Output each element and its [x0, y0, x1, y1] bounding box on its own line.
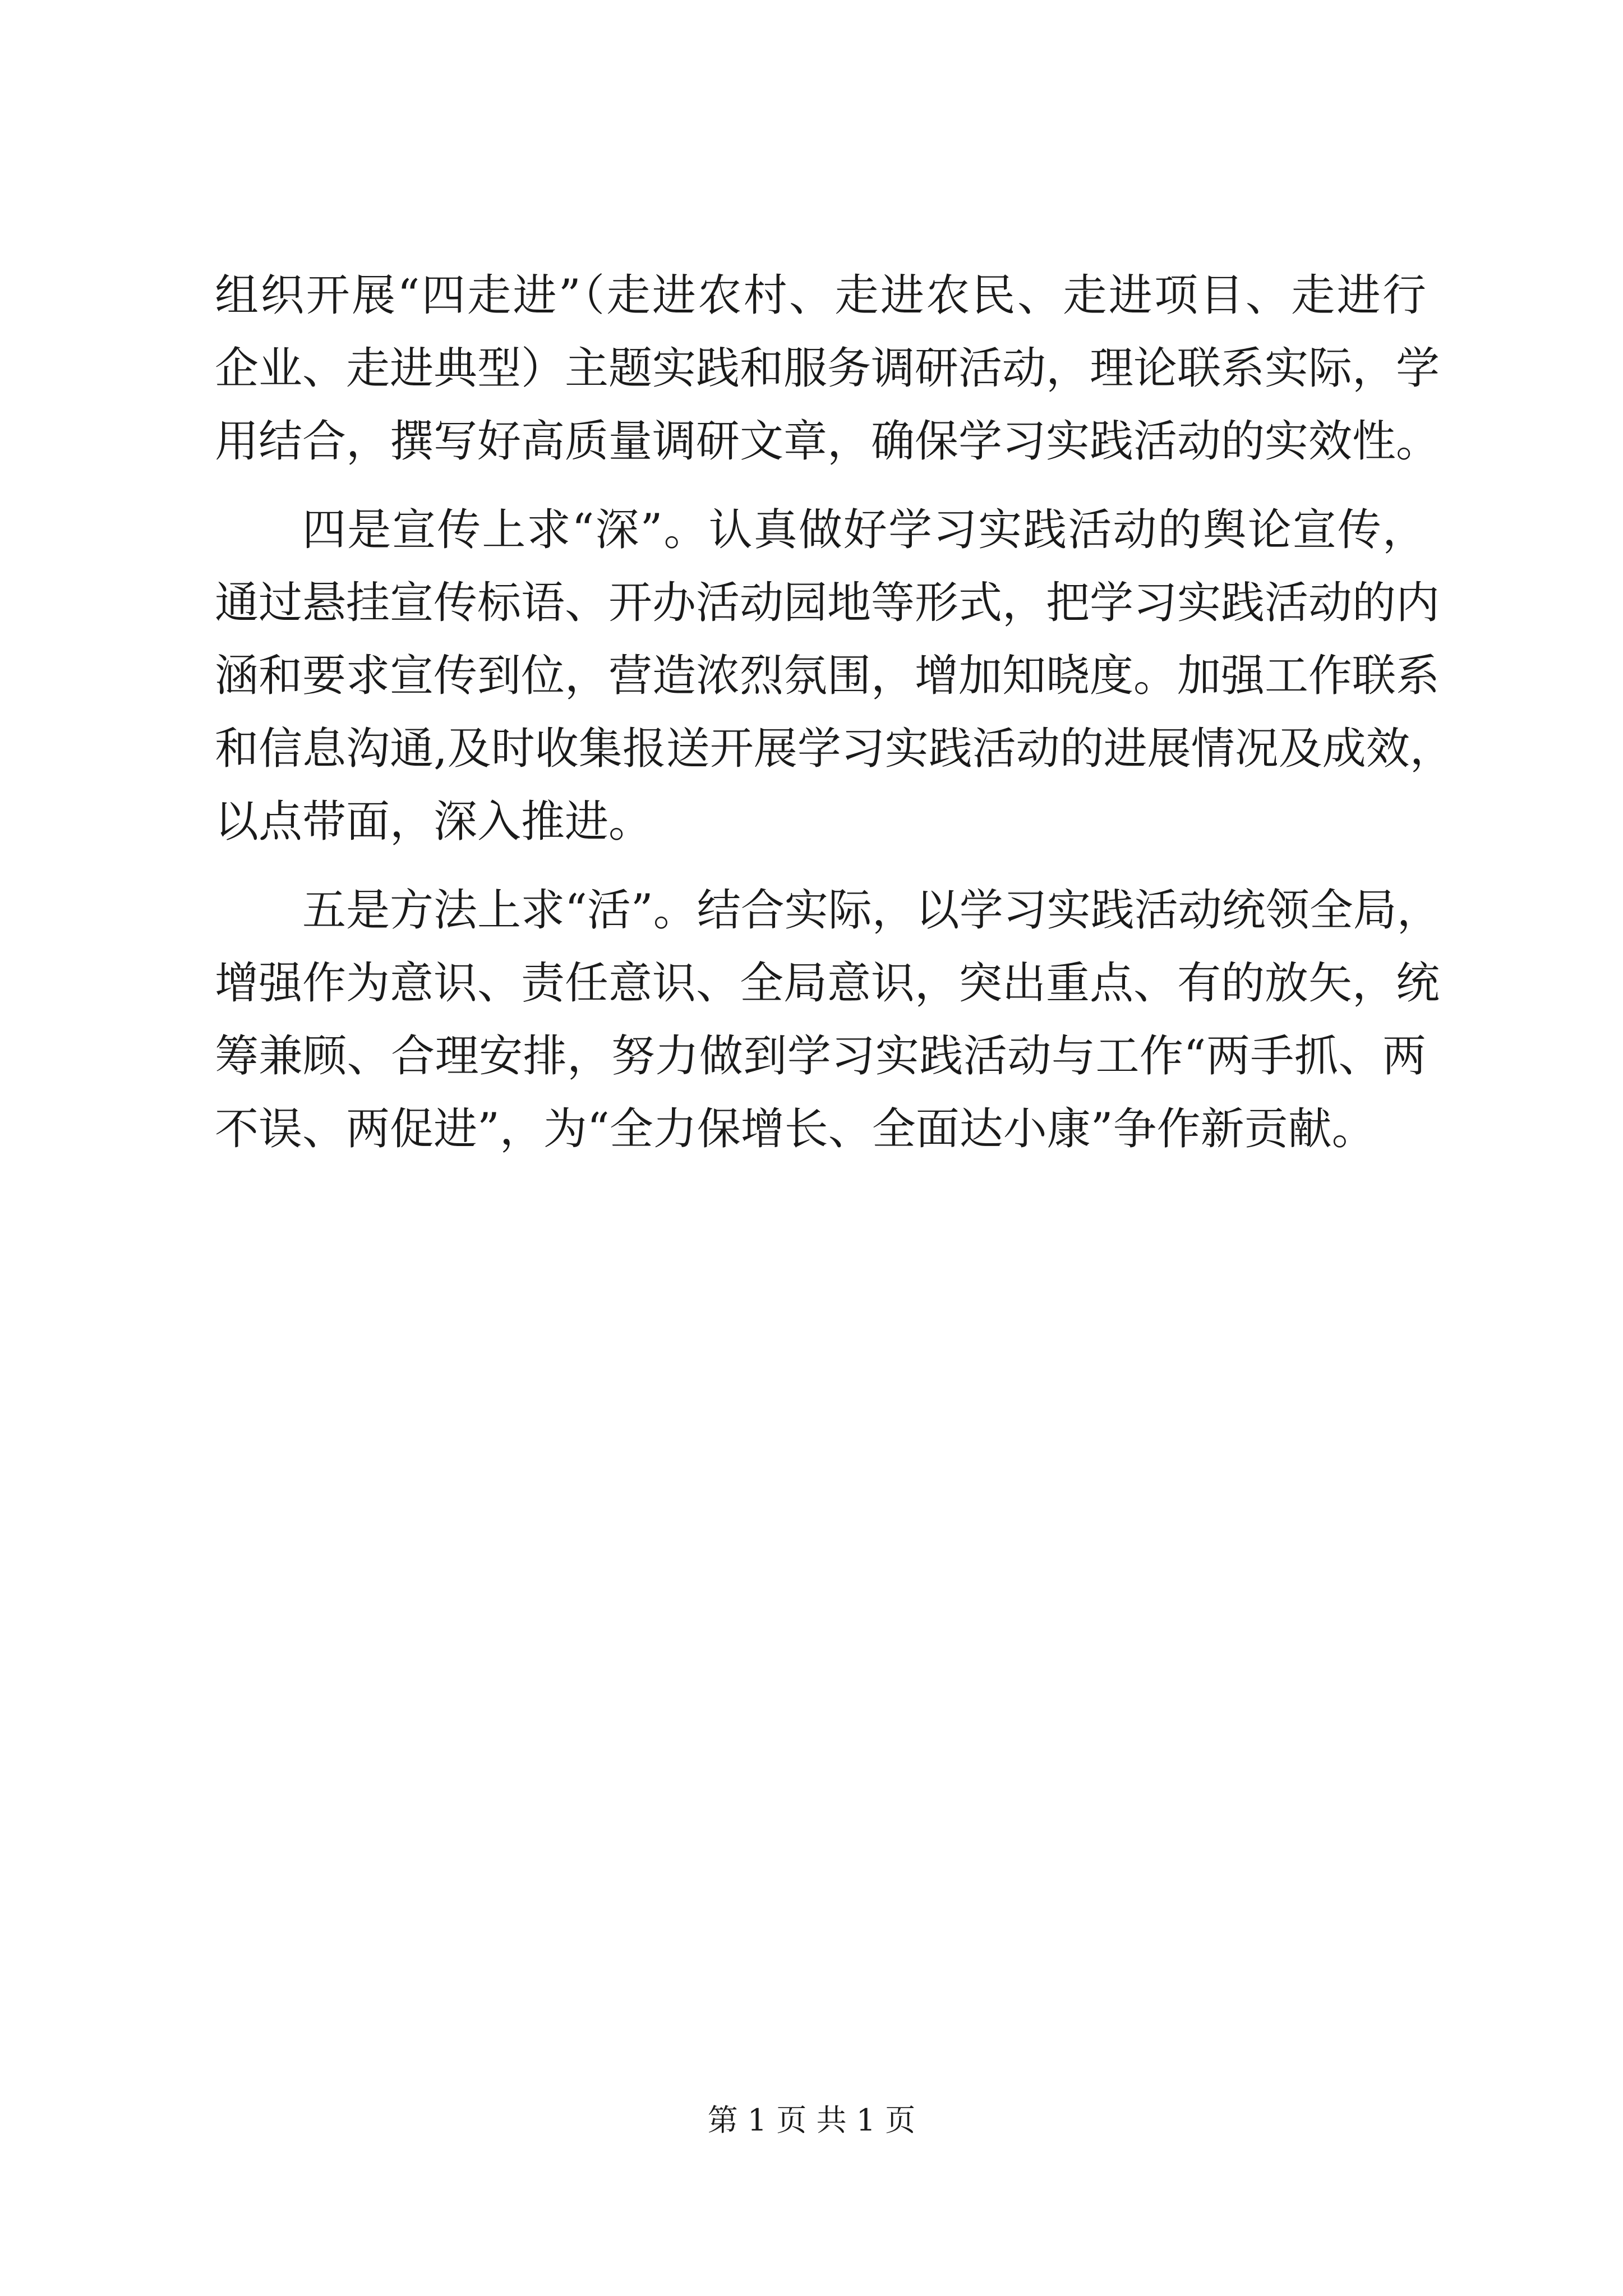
- text-line: 筹兼顾、合理安排，努力做到学习实践活动与工作“两手抓、两: [215, 1031, 1426, 1082]
- paragraph-2: [215, 494, 1454, 858]
- text-line: 企业、走进典型）主题实践和服务调研活动，理论联系实际，学: [215, 343, 1440, 394]
- text-line: 增强作为意识、责任意识、全局意识，突出重点、有的放矢，统: [215, 958, 1440, 1009]
- document-body: [215, 259, 1454, 1181]
- text-line: 组织开展“四走进”（走进农村、走进农民、走进项目、走进行: [215, 270, 1426, 321]
- text-line: 不误、两促进”，为“全力保增长、全面达小康”争作新贡献。: [215, 1104, 1376, 1154]
- text-line: 以点带面，深入推进。: [215, 797, 653, 847]
- text-line: 涵和要求宣传到位，营造浓烈氛围，增加知晓度。加强工作联系: [215, 651, 1440, 701]
- page-number-footer: 第 1 页 共 1 页: [707, 2102, 916, 2138]
- paragraph-3: [215, 874, 1441, 1166]
- text-line: 四是宣传上求“深”。认真做好学习实践活动的舆论宣传，: [302, 505, 1426, 555]
- text-line: 五是方法上求“活”。结合实际，以学习实践活动统领全局，: [302, 885, 1441, 936]
- paragraph-1: [215, 259, 1440, 478]
- text-line: 通过悬挂宣传标语、开办活动园地等形式，把学习实践活动的内: [215, 578, 1440, 628]
- text-line: 和信息沟通,及时收集报送开展学习实践活动的进展情况及成效，: [215, 724, 1454, 774]
- text-line: 用结合，撰写好高质量调研文章，确保学习实践活动的实效性。: [215, 416, 1440, 467]
